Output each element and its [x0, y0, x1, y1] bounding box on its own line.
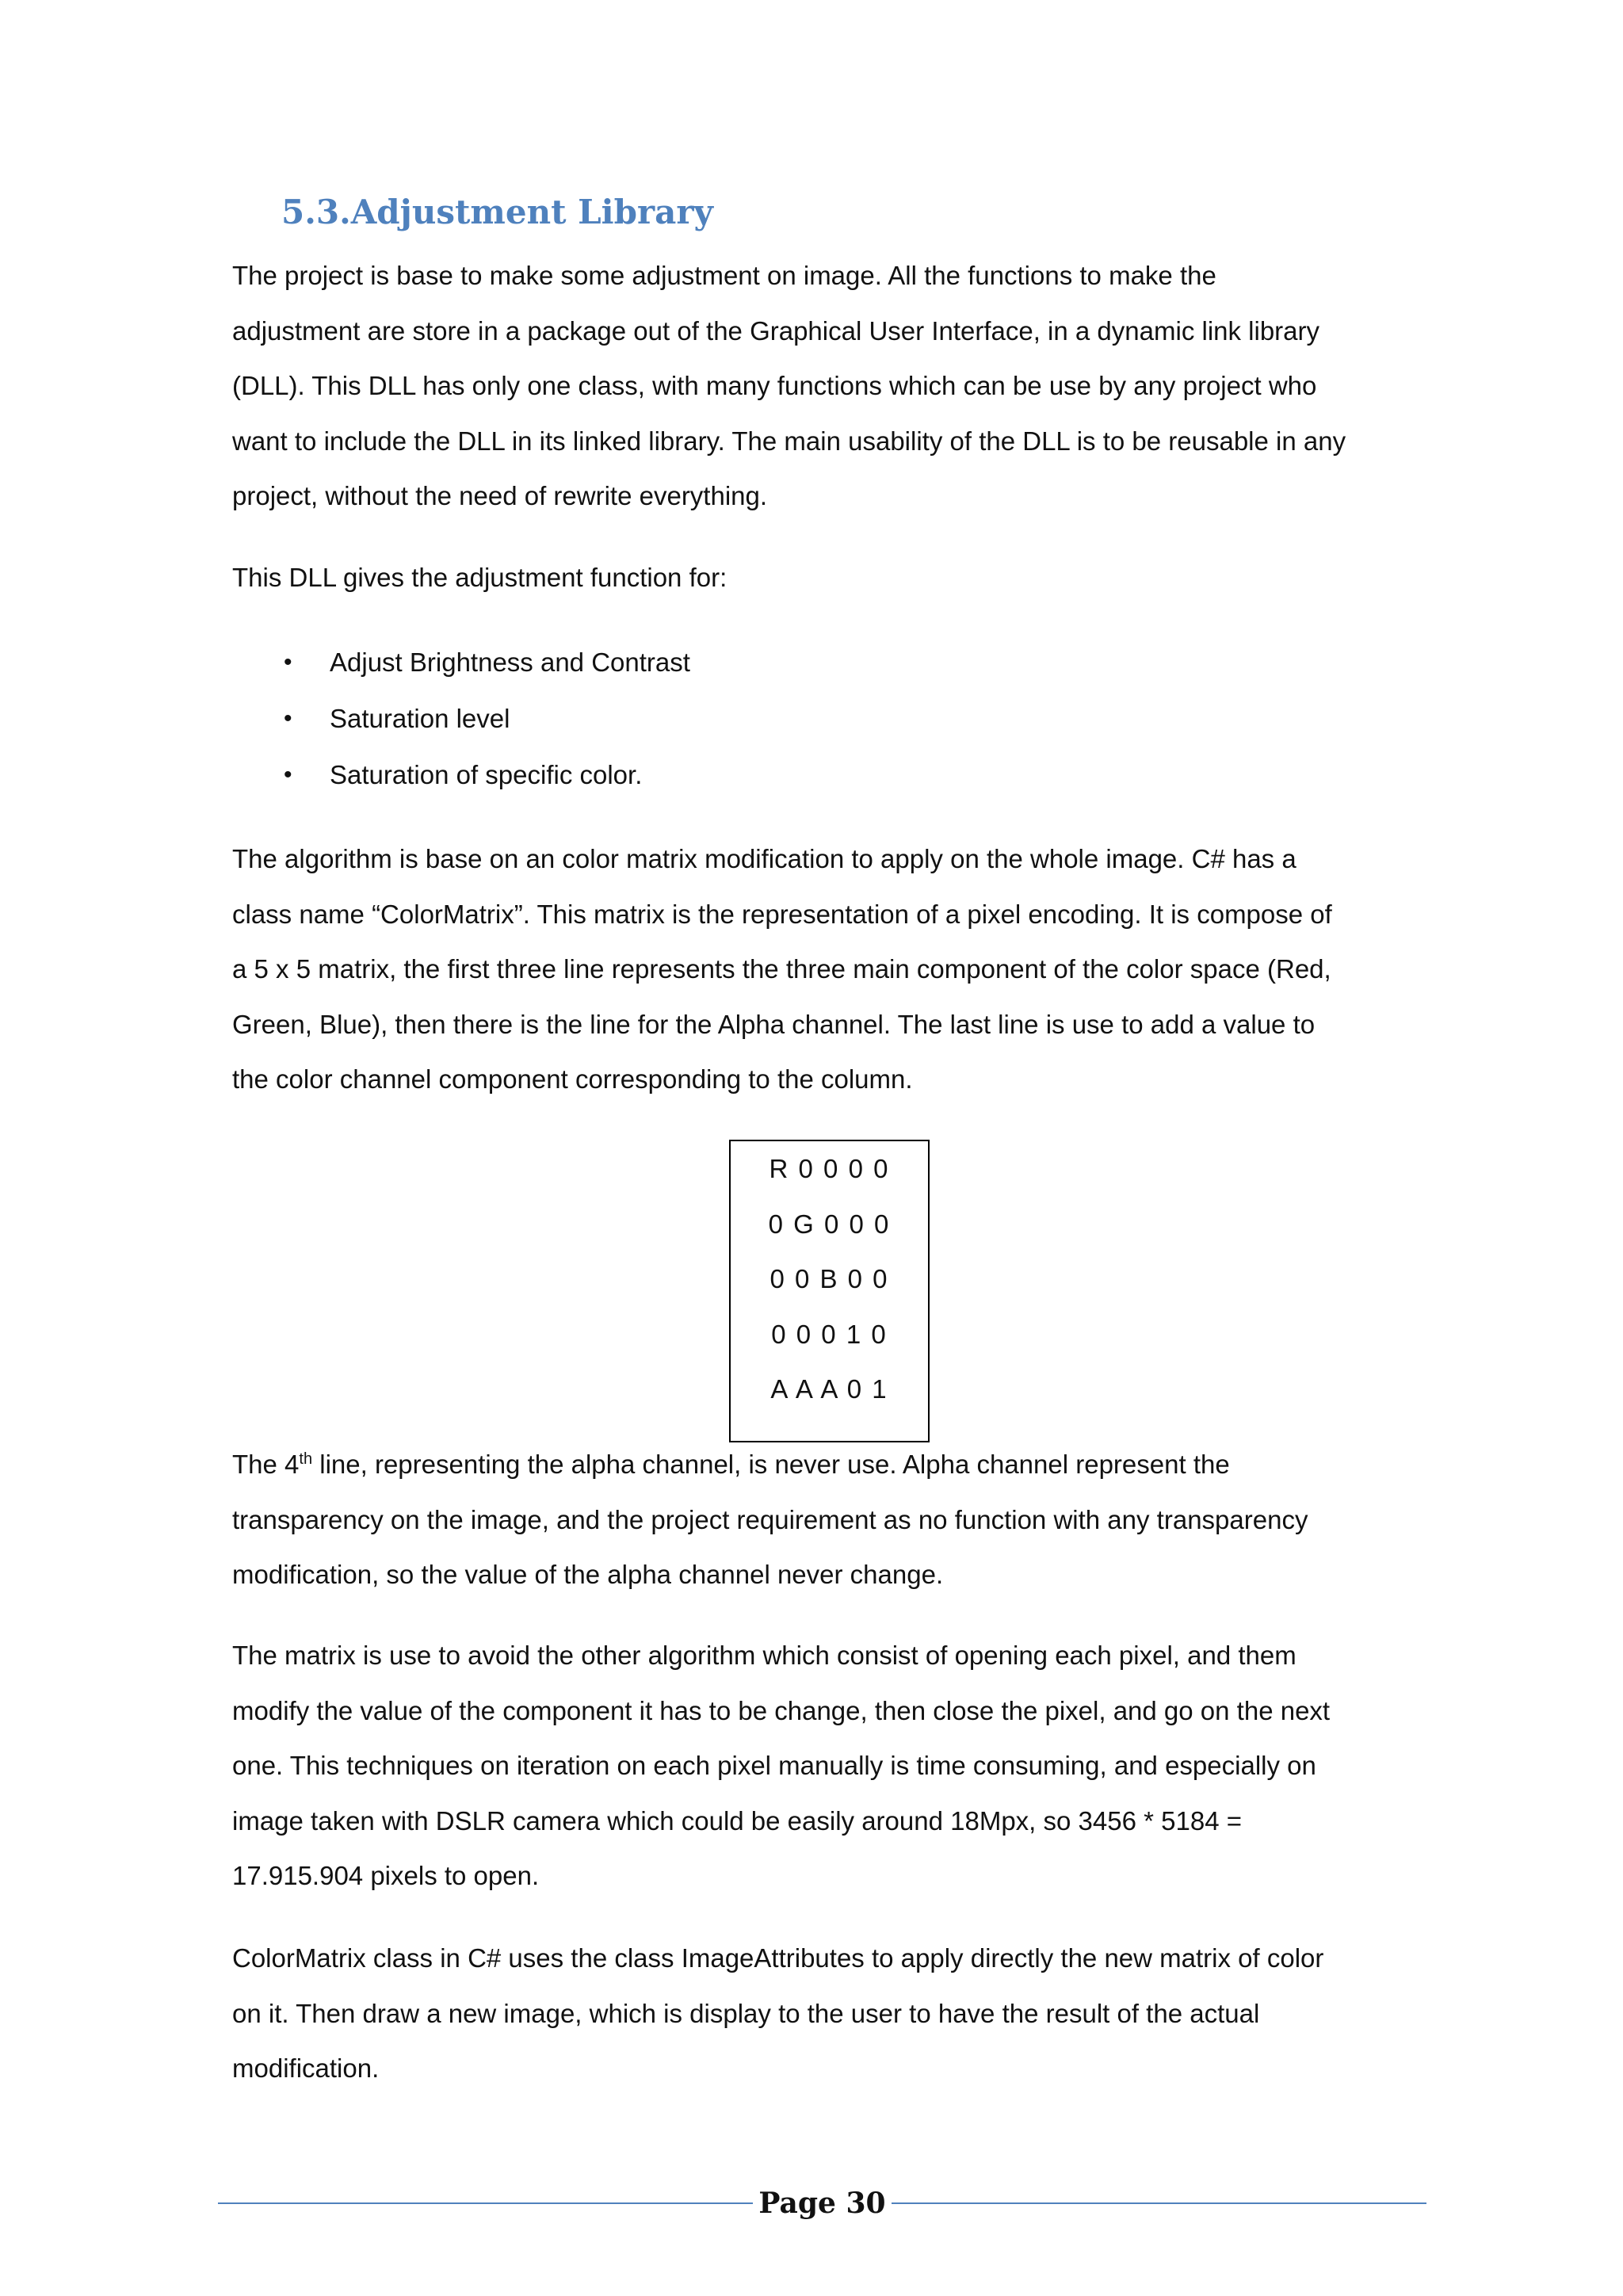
paragraph-line: modification, so the value of the alpha channel never change.	[232, 1560, 944, 1589]
bullet-icon: •	[284, 705, 292, 732]
list-item	[232, 690, 690, 747]
matrix-row: R 0 0 0 0	[769, 1154, 890, 1183]
paragraph-line: project, without the need of rewrite everything.	[232, 481, 768, 510]
paragraph-line: want to include the DLL in its linked library. The main usability of the DLL is to be reusable in any	[232, 426, 1346, 456]
paragraph-line: ColorMatrix class in C# uses the class ImageAttributes to apply directly the new matrix of color	[232, 1943, 1324, 1973]
section-heading: 5.3.Adjustment Library	[281, 193, 713, 231]
paragraph-line: This DLL gives the adjustment function for:	[232, 563, 727, 592]
paragraph-line: The matrix is use to avoid the other algorithm which consist of opening each pixel, and them	[232, 1641, 1296, 1670]
list-item-label: Adjust Brightness and Contrast	[330, 648, 690, 677]
paragraph-line: class name “ColorMatrix”. This matrix is the representation of a pixel encoding. It is compose of	[232, 899, 1332, 929]
paragraph-line: modify the value of the component it has to be change, then close the pixel, and go on the next	[232, 1695, 1331, 1725]
paragraph-line: transparency on the image, and the project requirement as no function with any transparency	[232, 1504, 1308, 1534]
paragraph-line: Green, Blue), then there is the line for the Alpha channel. The last line is use to add a value to	[232, 1009, 1316, 1039]
paragraph-line	[232, 1437, 1421, 1492]
paragraph-algorithm	[232, 831, 1421, 1107]
matrix-row: A A A 0 1	[770, 1374, 888, 1404]
paragraph-line: The project is base to make some adjustment on image. All the functions to make the	[232, 261, 1216, 290]
function-list	[232, 634, 690, 803]
paragraph-intro	[232, 248, 1421, 524]
paragraph-line: 17.915.904 pixels to open.	[232, 1861, 540, 1890]
matrix-row: 0 G 0 0 0	[768, 1209, 891, 1239]
color-matrix-box	[729, 1140, 930, 1442]
page-footer	[218, 2176, 1426, 2231]
paragraph-line: on it. Then draw a new image, which is display to the user to have the result of the actual	[232, 1998, 1260, 2028]
list-item-label: Saturation level	[330, 704, 510, 733]
paragraph-performance	[232, 1628, 1421, 1904]
list-item-label: Saturation of specific color.	[330, 760, 643, 789]
paragraph-line: modification.	[232, 2053, 380, 2083]
paragraph-line: one. This techniques on iteration on each pixel manually is time consuming, and especially on	[232, 1751, 1316, 1780]
paragraph-line: (DLL). This DLL has only one class, with many functions which can be use by any project who	[232, 371, 1317, 400]
paragraph-text: line, representing the alpha channel, is never use. Alpha channel represent the	[312, 1450, 1230, 1479]
list-item	[232, 634, 690, 690]
paragraph-line: The algorithm is base on an color matrix modification to apply on the whole image. C# has a	[232, 844, 1296, 873]
matrix-row: 0 0 B 0 0	[769, 1264, 889, 1293]
page-number: Page 30	[758, 2187, 886, 2220]
superscript: th	[299, 1450, 313, 1468]
paragraph-line: image taken with DSLR camera which could be easily around 18Mpx, so 3456 * 5184 =	[232, 1805, 1242, 1836]
paragraph-line: a 5 x 5 matrix, the first three line represents the three main component of the color space (Red,	[232, 954, 1331, 984]
footer-rule-right	[892, 2202, 1426, 2204]
paragraph-imageattributes	[232, 1931, 1421, 2096]
paragraph-line: adjustment are store in a package out of the Graphical User Interface, in a dynamic link library	[232, 315, 1320, 346]
bullet-icon: •	[284, 762, 292, 788]
paragraph-functions-intro	[232, 550, 1421, 606]
paragraph-alpha	[232, 1437, 1421, 1603]
matrix-row: 0 0 0 1 0	[771, 1319, 888, 1349]
paragraph-line: the color channel component corresponding to the column.	[232, 1064, 913, 1094]
list-item	[232, 747, 690, 803]
paragraph-text: The 4	[232, 1450, 300, 1479]
bullet-icon: •	[284, 649, 292, 675]
